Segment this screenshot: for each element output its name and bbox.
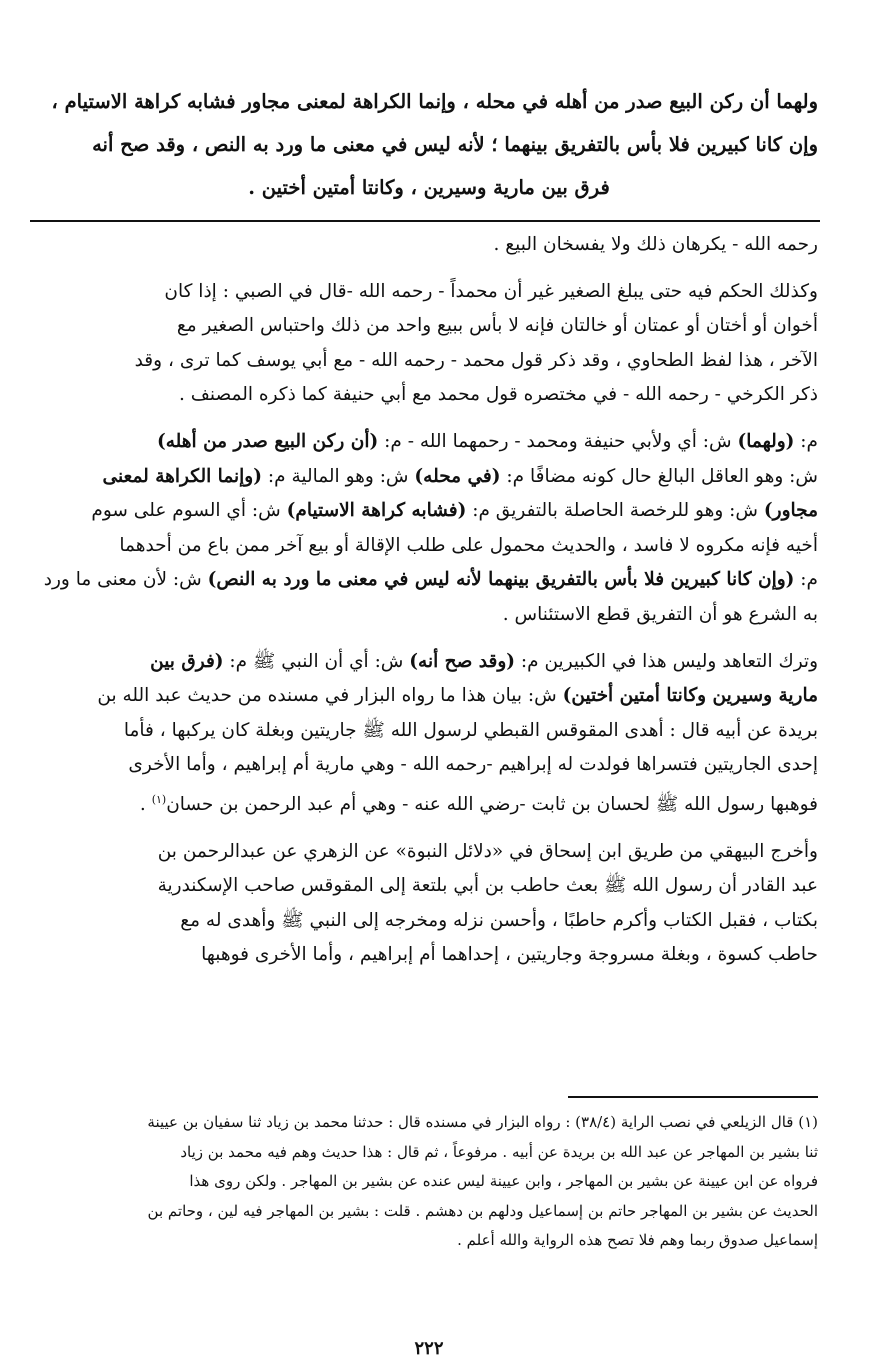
commentary-line xyxy=(40,529,818,564)
commentary-text: به الشرع هو أن التفريق قطع الاستئناس . xyxy=(502,603,818,625)
commentary-line xyxy=(40,563,818,598)
commentary-text: ش: أي السوم على سوم xyxy=(91,500,287,522)
commentary-text: ش: وهو للرخصة الحاصلة بالتفريق م: xyxy=(466,500,764,522)
quoted-main-text: (فرق بين xyxy=(150,650,224,672)
commentary-text: أخيه فإنه مكروه لا فاسد ، والحديث محمول على طلب الإقالة أو بيع آخر ممن باع من أحدهما xyxy=(119,534,818,556)
quoted-main-text: مجاور) xyxy=(763,500,818,522)
commentary-line xyxy=(40,344,818,379)
commentary-text: رحمه الله - يكرهان ذلك ولا يفسخان البيع . xyxy=(493,234,818,255)
commentary-text: الآخر ، هذا لفظ الطحاوي ، وقد ذكر قول محمد - رحمه الله - مع أبي يوسف كما ترى ، وقد xyxy=(134,349,818,371)
footnote-line: فرواه عن ابن عيينة عن بشير بن المهاجر ، وابن عيينة ليس عنده عن بشير بن المهاجر . ولكن روى هذا xyxy=(189,1172,818,1190)
footnote-line: الحديث عن بشير بن المهاجر حاتم بن إسماعيل ودلهم بن دهشم . قلت : بشير بن المهاجر فيه لين ، وحاتم بن xyxy=(147,1201,818,1220)
commentary-line xyxy=(40,835,818,870)
commentary-line xyxy=(40,714,818,749)
commentary-text: وترك التعاهد وليس هذا في الكبيرين م: xyxy=(515,650,818,672)
commentary-text: أخوان أو أختان أو عمتان أو خالتان فإنه لا بأس ببيع واحد من ذلك واحتباس الصغير مع xyxy=(176,315,818,337)
commentary-text: ش: أي ولأبي حنيفة ومحمد - رحمهما الله - م: xyxy=(378,430,738,452)
commentary-paragraph xyxy=(40,275,818,413)
commentary xyxy=(40,228,818,985)
quoted-main-text: (في محله) xyxy=(414,465,501,487)
commentary-text: ش: بيان هذا ما رواه البزار في مسنده من حديث عبد الله بن xyxy=(97,685,563,707)
commentary-text: وأخرج البيهقي من طريق ابن إسحاق في «دلائل النبوة» عن الزهري عن عبدالرحمن بن xyxy=(157,840,818,862)
commentary-text: بكتاب ، فقبل الكتاب وأكرم حاطبًا ، وأحسن نزله ومخرجه إلى النبي ﷺ وأهدى له مع xyxy=(180,909,818,931)
commentary-line xyxy=(40,275,818,310)
commentary-line xyxy=(40,378,818,413)
commentary-line xyxy=(40,494,818,529)
commentary-line xyxy=(40,938,818,973)
commentary-text: . xyxy=(139,794,152,816)
commentary-text: إحدى الجاريتين فتسراها فولدت له إبراهيم -رحمه الله - وهي مارية أم إبراهيم ، وأما الأخرى xyxy=(128,754,818,776)
commentary-text: وكذلك الحكم فيه حتى يبلغ الصغير غير أن محمداً - رحمه الله -قال في الصبي : إذا كان xyxy=(164,280,818,302)
commentary-line xyxy=(40,460,818,495)
quoted-main-text: (أن ركن البيع صدر من أهله) xyxy=(156,430,379,452)
commentary-paragraph xyxy=(40,835,818,973)
commentary-text: عبد القادر أن رسول الله ﷺ بعث حاطب بن أبي بلتعة إلى المقوقس صاحب الإسكندرية xyxy=(157,875,818,897)
commentary-text: ش: وهو العاقل البالغ حال كونه مضافًا م: xyxy=(500,465,818,487)
footnote-line: (١) قال الزيلعي في نصب الراية (٣٨/٤) : رواه البزار في مسنده قال : حدثنا محمد بن زياد ثنا سفيان بن عيينة xyxy=(147,1113,818,1131)
quoted-main-text: (وإنما الكراهة لمعنى xyxy=(102,465,262,487)
quoted-main-text: (وإن كانا كبيرين فلا بأس بالتفريق بينهما لأنه ليس في معنى ما ورد به النص) xyxy=(207,569,795,591)
commentary-line xyxy=(40,598,818,633)
commentary-paragraph xyxy=(40,645,818,823)
commentary-text: م: xyxy=(794,569,818,591)
commentary-line xyxy=(40,679,818,714)
commentary-text: فوهبها رسول الله ﷺ لحسان بن ثابت -رضي الله عنه - وهي أم عبد الرحمن بن حسان xyxy=(166,794,818,816)
commentary-text: م: xyxy=(794,430,818,452)
commentary-text: بريدة عن أبيه قال : أهدى المقوقس القبطي لرسول الله ﷺ جاريتين وبغلة كان يركبها ، فأما xyxy=(123,719,818,741)
commentary-paragraph xyxy=(40,425,818,633)
book-page xyxy=(40,80,818,1359)
commentary-text: ذكر الكرخي - رحمه الله - في مختصره قول محمد مع أبي حنيفة كما ذكره المصنف . xyxy=(179,384,818,406)
footnote-marker: (١) xyxy=(151,792,167,806)
quoted-main-text: مارية وسيرين وكانتا أمتين أختين) xyxy=(562,685,818,707)
main-text-line: فرق بين مارية وسيرين ، وكانتا أمتين أختين . xyxy=(248,176,610,199)
commentary-line xyxy=(40,645,818,680)
footnote-separator xyxy=(568,1096,818,1098)
commentary-text: ش: أي أن النبي ﷺ م: xyxy=(223,650,410,672)
main-text-line: ولهما أن ركن البيع صدر من أهله في محله ، وإنما الكراهة لمعنى مجاور فشابه كراهة الاستيام ، xyxy=(51,90,818,113)
commentary-line xyxy=(40,869,818,904)
commentary-line xyxy=(40,783,818,823)
footnotes xyxy=(40,1108,818,1256)
quoted-main-text: (ولهما) xyxy=(737,430,795,452)
separator-rule xyxy=(30,220,820,222)
commentary-line xyxy=(40,904,818,939)
quoted-main-text: (وقد صح أنه) xyxy=(409,650,516,672)
main-text xyxy=(40,80,818,209)
commentary-line xyxy=(40,425,818,460)
commentary-line xyxy=(40,748,818,783)
commentary-line xyxy=(40,309,818,344)
quoted-main-text: (فشابه كراهة الاستيام) xyxy=(286,500,467,522)
page-number: ٢٢٢ xyxy=(414,1338,444,1359)
commentary-text: ش: وهو المالية م: xyxy=(262,465,415,487)
footnote-line: ثنا بشير بن المهاجر عن عبد الله بن بريدة عن أبيه . مرفوعاً ، ثم قال : هذا حديث وهم فيه محمد بن زياد xyxy=(180,1142,818,1161)
footnote-line: إسماعيل صدوق ربما وهم فلا تصح هذه الرواية والله أعلم . xyxy=(457,1231,818,1249)
commentary-text: ش: لأن معنى ما ورد xyxy=(43,569,208,591)
commentary-text: حاطب كسوة ، وبغلة مسروجة وجاريتين ، إحداهما أم إبراهيم ، وأما الأخرى فوهبها xyxy=(201,944,818,966)
main-text-line: وإن كانا كبيرين فلا بأس بالتفريق بينهما ؛ لأنه ليس في معنى ما ورد به النص ، وقد صح أنه xyxy=(92,133,818,156)
commentary-line xyxy=(40,228,818,263)
commentary-paragraph xyxy=(40,228,818,263)
